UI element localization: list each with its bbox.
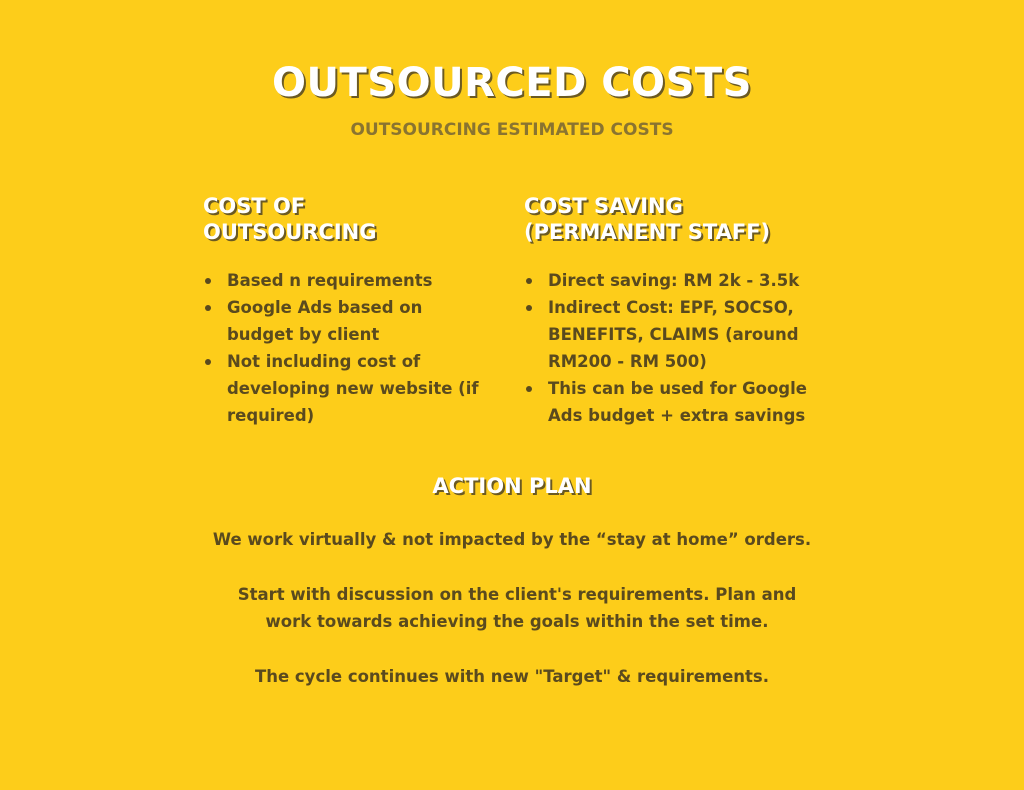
bullet-dot-icon xyxy=(205,359,211,365)
list-item xyxy=(524,294,844,375)
action-plan-paragraph: The cycle continues with new "Target" & requirements. xyxy=(254,667,770,686)
list-item-text: Indirect Cost: EPF, SOCSO, BENEFITS, CLAIMS (around RM200 - RM 500) xyxy=(548,298,799,371)
action-plan-paragraph: Start with discussion on the client's requirements. Plan and work towards achieving the goals within the set time. xyxy=(237,585,797,631)
list-item-text: Not including cost of developing new website (if required) xyxy=(227,352,479,425)
cost-of-outsourcing-list xyxy=(203,267,493,429)
page-subtitle: OUTSOURCING ESTIMATED COSTS xyxy=(350,120,674,140)
list-item xyxy=(203,348,493,429)
bullet-dot-icon xyxy=(205,305,211,311)
bullet-dot-icon xyxy=(526,305,532,311)
list-item-text: This can be used for Google Ads budget + extra savings xyxy=(548,379,807,425)
list-item-text: Based n requirements xyxy=(227,271,433,290)
cost-of-outsourcing-section xyxy=(203,193,493,429)
cost-saving-heading: COST SAVING (PERMANENT STAFF) xyxy=(524,194,771,244)
list-item xyxy=(524,375,844,429)
cost-saving-list xyxy=(524,267,844,429)
page-title: OUTSOURCED COSTS xyxy=(272,60,752,106)
list-item xyxy=(524,267,844,294)
action-plan-paragraph: We work virtually & not impacted by the “stay at home” orders. xyxy=(212,530,812,549)
bullet-dot-icon xyxy=(526,278,532,284)
list-item-text: Google Ads based on budget by client xyxy=(227,298,423,344)
bullet-dot-icon xyxy=(205,278,211,284)
list-item-text: Direct saving: RM 2k - 3.5k xyxy=(548,271,800,290)
bullet-dot-icon xyxy=(526,386,532,392)
list-item xyxy=(203,294,493,348)
list-item xyxy=(203,267,493,294)
cost-saving-section xyxy=(524,193,844,429)
action-plan-heading: ACTION PLAN xyxy=(432,474,592,498)
cost-of-outsourcing-heading: COST OF OUTSOURCING xyxy=(203,194,377,244)
